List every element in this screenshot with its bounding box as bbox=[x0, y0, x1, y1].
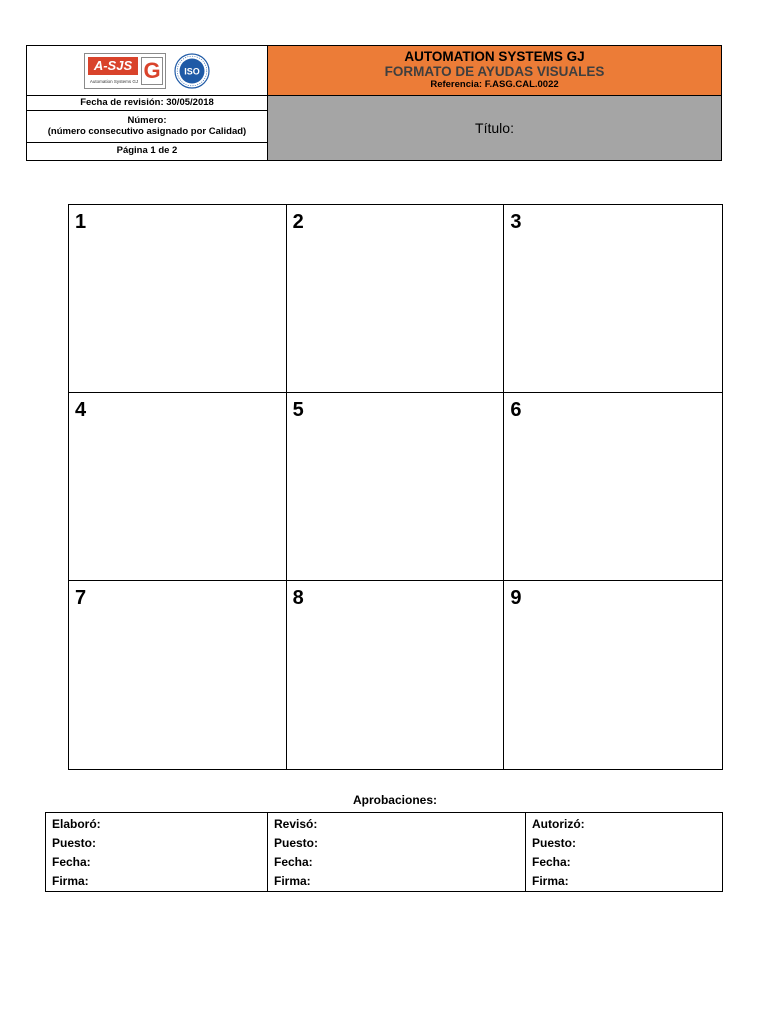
number-field bbox=[27, 111, 267, 143]
grid-cell-1: 1 bbox=[69, 205, 287, 393]
approval-firma: Firma: bbox=[532, 874, 569, 888]
revision-date: Fecha de revisión: 30/05/2018 bbox=[27, 96, 267, 111]
iso-certification-icon bbox=[174, 53, 210, 89]
grid-cell-3: 3 bbox=[504, 205, 722, 393]
approval-fecha: Fecha: bbox=[532, 855, 571, 869]
grid-cell-2: 2 bbox=[287, 205, 505, 393]
number-hint: (número consecutivo asignado por Calidad) bbox=[47, 126, 247, 137]
logo-subtitle: Automation Systems GJ bbox=[89, 78, 139, 84]
grid-cell-8: 8 bbox=[287, 581, 505, 769]
approvals-table bbox=[45, 812, 723, 892]
approval-column-elaboro bbox=[46, 813, 268, 891]
approval-column-reviso bbox=[268, 813, 526, 891]
grid-cell-6: 6 bbox=[504, 393, 722, 581]
title-label: Título bbox=[475, 120, 511, 136]
grid-cell-5: 5 bbox=[287, 393, 505, 581]
approval-firma: Firma: bbox=[52, 874, 89, 888]
title-field bbox=[268, 96, 721, 160]
logo-cell bbox=[27, 46, 267, 96]
approval-firma: Firma: bbox=[274, 874, 311, 888]
iso-label: ISO bbox=[184, 66, 200, 76]
company-name: AUTOMATION SYSTEMS GJ bbox=[404, 49, 585, 64]
company-logo bbox=[84, 53, 166, 89]
format-name: FORMATO DE AYUDAS VISUALES bbox=[384, 64, 605, 79]
approval-role: Autorizó: bbox=[532, 817, 585, 831]
grid-cell-7: 7 bbox=[69, 581, 287, 769]
visual-aid-grid bbox=[68, 204, 723, 770]
approval-puesto: Puesto: bbox=[52, 836, 97, 850]
approvals-title: Aprobaciones: bbox=[352, 793, 437, 807]
approval-puesto: Puesto: bbox=[532, 836, 577, 850]
page-indicator: Página 1 de 2 bbox=[116, 145, 178, 156]
title-colon: : bbox=[510, 120, 514, 136]
number-label: Número: bbox=[127, 115, 167, 126]
approval-fecha: Fecha: bbox=[52, 855, 91, 869]
grid-cell-4: 4 bbox=[69, 393, 287, 581]
grid-cell-9: 9 bbox=[510, 587, 522, 609]
approval-puesto: Puesto: bbox=[274, 836, 319, 850]
approval-role: Revisó: bbox=[274, 817, 318, 831]
header-right-panel bbox=[267, 46, 721, 160]
logo-g-mark: G bbox=[141, 57, 163, 85]
header-left-panel bbox=[27, 46, 267, 160]
approval-column-autorizo bbox=[526, 813, 722, 891]
approval-fecha: Fecha: bbox=[274, 855, 313, 869]
logo-brand-mark: A-SJS bbox=[88, 57, 138, 75]
header-title-band bbox=[268, 46, 721, 96]
approval-role: Elaboró: bbox=[52, 817, 101, 831]
reference-code: Referencia: F.ASG.CAL.0022 bbox=[430, 79, 559, 90]
document-header bbox=[26, 45, 722, 161]
